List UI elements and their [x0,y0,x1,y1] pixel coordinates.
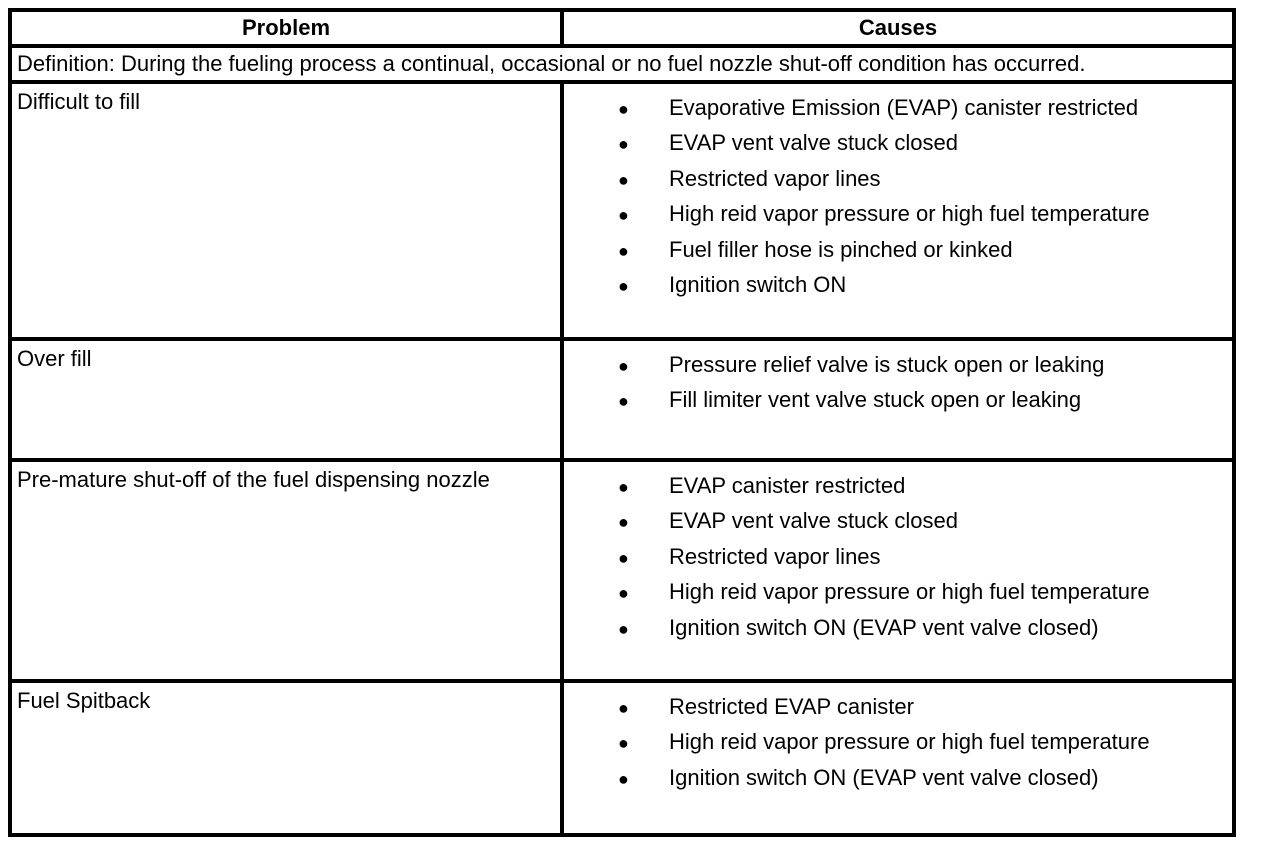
header-causes: Causes [562,10,1234,46]
cause-text: Evaporative Emission (EVAP) canister restricted [669,95,1139,120]
problem-cell: Difficult to fill [10,82,562,339]
cause-text: EVAP vent valve stuck closed [669,508,958,534]
cause-text: Fill limiter vent valve stuck open or leaking [669,387,1082,413]
causes-cell [562,339,1234,460]
cause-item [564,348,1232,383]
cause-item [564,233,1232,268]
cause-text: Pressure relief valve is stuck open or leaking [669,352,1105,377]
cause-item [564,611,1232,646]
bullet-icon: ● [618,205,629,226]
cause-item [564,126,1232,161]
cause-item [564,268,1232,303]
bullet-icon: ● [618,618,629,639]
causes-list [564,91,1232,303]
bullet-icon: ● [618,512,629,533]
bullet-icon: ● [618,547,629,568]
table-row [10,339,1234,460]
table-row [10,82,1234,339]
definition-row [10,46,1234,82]
bullet-icon: ● [618,134,629,155]
cause-item [564,761,1232,796]
cause-item [564,690,1232,725]
bullet-icon: ● [618,583,629,604]
cause-item [564,725,1232,760]
cause-text: Restricted vapor lines [669,543,881,569]
bullet-icon: ● [618,99,629,119]
cause-item [564,162,1232,197]
cause-text: Restricted vapor lines [669,165,881,191]
bullet-icon: ● [618,169,629,190]
header-row [10,10,1234,46]
header-problem: Problem [10,10,562,46]
bullet-icon: ● [618,698,629,718]
causes-cell [562,82,1234,339]
bullet-icon: ● [618,477,629,497]
causes-cell [562,460,1234,681]
problem-cell: Pre-mature shut-off of the fuel dispensing nozzle [10,460,562,681]
cause-item [564,575,1232,610]
causes-list [564,690,1232,796]
table-row [10,681,1234,835]
bullet-icon: ● [618,768,629,789]
definition-text: Definition: During the fueling process a continual, occasional or no fuel nozzle shut-off condition has occurred. [10,46,1234,82]
bullet-icon: ● [618,356,629,376]
cause-text: High reid vapor pressure or high fuel temperature [669,201,1150,227]
cause-text: Ignition switch ON [669,272,847,298]
cause-text: EVAP vent valve stuck closed [669,130,958,156]
bullet-icon: ● [618,733,629,754]
causes-list [564,469,1232,646]
cause-text: Ignition switch ON (EVAP vent valve closed) [669,764,1099,790]
cause-item [564,383,1232,418]
causes-cell [562,681,1234,835]
diagnosis-table [8,8,1236,837]
problem-cell: Over fill [10,339,562,460]
cause-item [564,469,1232,504]
cause-text: Ignition switch ON (EVAP vent valve closed) [669,614,1099,640]
cause-text: Restricted EVAP canister [669,694,914,719]
table-row [10,460,1234,681]
cause-item [564,504,1232,539]
cause-item [564,540,1232,575]
cause-text: High reid vapor pressure or high fuel temperature [669,579,1150,605]
causes-list [564,348,1232,419]
problem-cell: Fuel Spitback [10,681,562,835]
cause-item [564,91,1232,126]
cause-text: High reid vapor pressure or high fuel temperature [669,729,1150,755]
cause-text: Fuel filler hose is pinched or kinked [669,236,1013,262]
bullet-icon: ● [618,391,629,412]
bullet-icon: ● [618,276,629,297]
cause-text: EVAP canister restricted [669,473,906,498]
bullet-icon: ● [618,240,629,261]
cause-item [564,197,1232,232]
